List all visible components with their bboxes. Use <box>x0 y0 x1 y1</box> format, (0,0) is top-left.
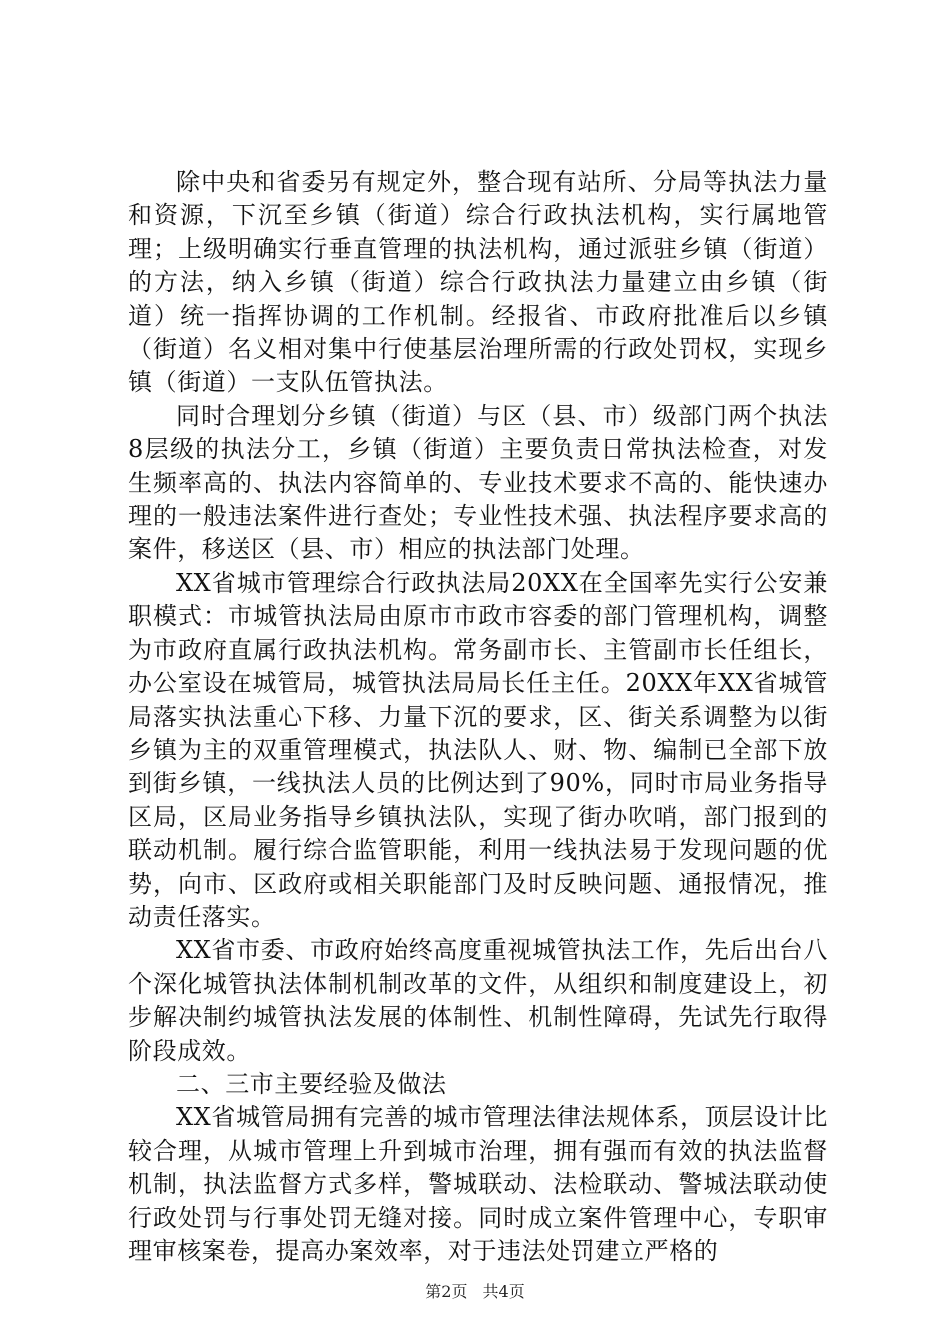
section-heading: 二、三市主要经验及做法 <box>176 1069 447 1098</box>
page-number-current: 第2页 <box>425 1282 468 1301</box>
paragraph-3: XX省城市管理综合行政执法局20XX在全国率先实行公安兼职模式：市城管执法局由原市市政市容委的部门管理机构，调整为市政府直属行政执法机构。常务副市长、主管副市长任组长，办公室设在城管局，城管执法局局长任主任。20XX年XX省城管局落实执法重心下移、力量下沉的要求，区、街关系调整为以街乡镇为主的双重管理模式，执法队人、财、物、编制已全部下放到街乡镇，一线执法人员的比例达到了90%，同时市局业务指导区局，区局业务指导乡镇执法队，实现了街办吹哨，部门报到的联动机制。履行综合监管职能，利用一线执法易于发现问题的优势，向市、区政府或相关职能部门及时反映问题、通报情况，推动责任落实。 <box>128 568 828 931</box>
page-footer <box>0 1282 950 1302</box>
document-body <box>128 166 828 1268</box>
paragraph-1: 除中央和省委另有规定外，整合现有站所、分局等执法力量和资源，下沉至乡镇（街道）综合行政执法机构，实行属地管理；上级明确实行垂直管理的执法机构，通过派驻乡镇（街道）的方法，纳入乡镇（街道）综合行政执法力量建立由乡镇（街道）统一指挥协调的工作机制。经报省、市政府批准后以乡镇（街道）名义相对集中行使基层治理所需的行政处罚权，实现乡镇（街道）一支队伍管执法。 <box>128 168 828 397</box>
paragraph-2: 同时合理划分乡镇（街道）与区（县、市）级部门两个执法8层级的执法分工，乡镇（街道）主要负责日常执法检查，对发生频率高的、执法内容简单的、专业技术要求不高的、能快速办理的一般违法案件进行查处；专业性技术强、执法程序要求高的案件，移送区（县、市）相应的执法部门处理。 <box>128 401 828 564</box>
paragraph-5: XX省城管局拥有完善的城市管理法律法规体系，顶层设计比较合理，从城市管理上升到城市治理，拥有强而有效的执法监督机制，执法监督方式多样，警城联动、法检联动、警城法联动使行政处罚与行事处罚无缝对接。同时成立案件管理中心，专职审理审核案卷，提高办案效率，对于违法处罚建立严格的 <box>128 1103 828 1265</box>
page-number-total: 共4页 <box>482 1282 525 1301</box>
paragraph-4: XX省市委、市政府始终高度重视城管执法工作，先后出台八个深化城管执法体制机制改革的文件，从组织和制度建设上，初步解决制约城管执法发展的体制性、机制性障碍，先试先行取得阶段成效。 <box>128 936 828 1065</box>
